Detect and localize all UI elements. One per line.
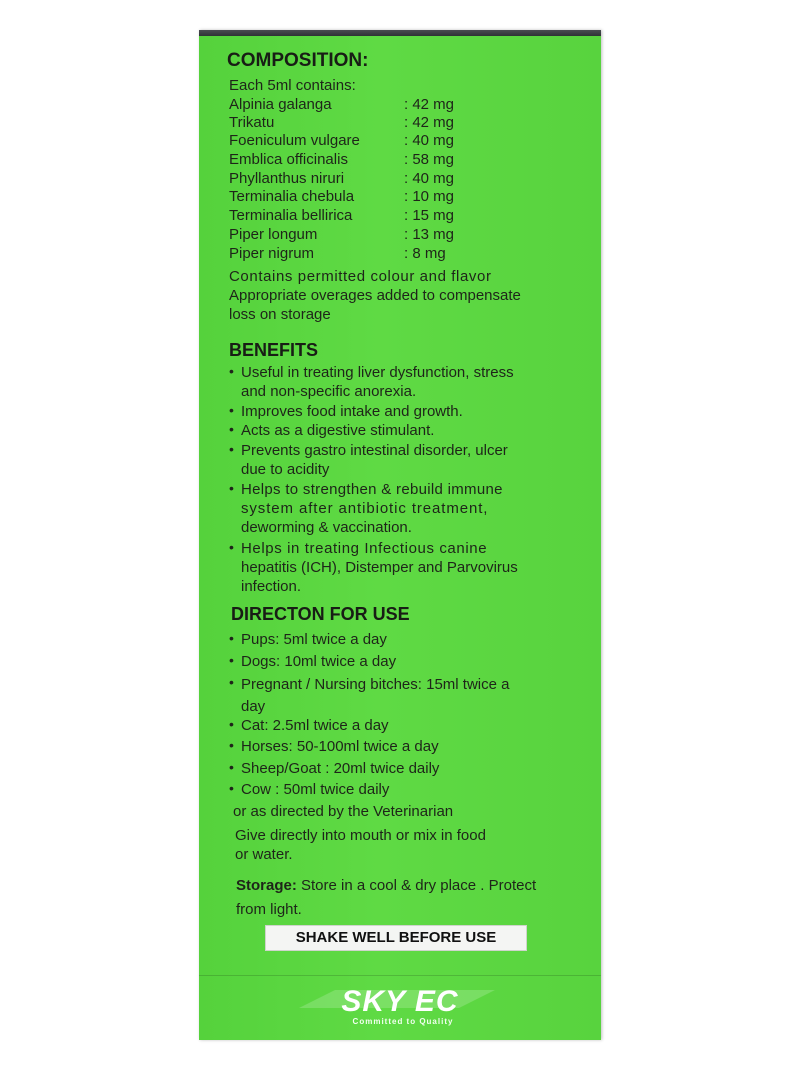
brand-logo <box>295 978 505 1028</box>
bullet-icon: • <box>229 402 234 418</box>
ingredient-name: Trikatu <box>229 114 275 131</box>
ingredient-name: Piper nigrum <box>229 245 315 262</box>
ingredient-dose: : 15 mg <box>404 207 455 224</box>
benefit-line: Helps to strengthen & rebuild immune <box>241 481 503 498</box>
skyec-logo-mark <box>295 978 505 1028</box>
box-top-edge <box>199 30 601 36</box>
direction-line: Cow : 50ml twice daily <box>241 781 390 798</box>
bullet-icon: • <box>229 716 234 732</box>
ingredient-dose: : 8 mg <box>404 245 446 262</box>
composition-note-line: Appropriate overages added to compensate <box>229 287 521 304</box>
ingredient-dose: : 40 mg <box>404 132 455 149</box>
direction-line: Dogs: 10ml twice a day <box>241 653 397 670</box>
storage-label: Storage: <box>236 877 297 894</box>
give-directly-line: Give directly into mouth or mix in food <box>235 827 486 844</box>
logo-tagline: Committed to Quality <box>352 1017 454 1026</box>
direction-after-note: or as directed by the Veterinarian <box>233 803 454 820</box>
direction-line: Cat: 2.5ml twice a day <box>241 717 389 734</box>
shake-well-label: SHAKE WELL BEFORE USE <box>265 925 527 951</box>
composition-intro: Each 5ml contains: <box>229 77 356 94</box>
bullet-icon: • <box>229 780 234 796</box>
ingredient-dose: : 10 mg <box>404 188 455 205</box>
bullet-icon: • <box>229 737 234 753</box>
bullet-icon: • <box>229 652 234 668</box>
benefit-line: deworming & vaccination. <box>241 519 412 536</box>
bullet-icon: • <box>229 674 234 690</box>
benefit-line: hepatitis (ICH), Distemper and Parvovirus <box>241 559 518 576</box>
benefit-item <box>229 363 569 401</box>
logo-wordmark: SKY EC <box>341 985 459 1018</box>
direction-line: Sheep/Goat : 20ml twice daily <box>241 760 440 777</box>
box-fold-line <box>199 975 601 976</box>
ingredient-name: Foeniculum vulgare <box>229 132 360 149</box>
ingredient-dose: : 40 mg <box>404 170 455 187</box>
benefit-line: Improves food intake and growth. <box>241 403 463 420</box>
product-box-side-panel <box>199 30 601 1040</box>
benefit-line: system after antibiotic treatment, <box>241 500 489 517</box>
direction-heading: DIRECTON FOR USE <box>231 604 410 624</box>
bullet-icon: • <box>229 441 234 457</box>
storage-line: Store in a cool & dry place . Protect <box>296 877 537 894</box>
storage-text <box>236 877 536 894</box>
ingredient-dose: : 42 mg <box>404 114 455 131</box>
benefit-line: due to acidity <box>241 461 330 478</box>
benefit-line: Acts as a digestive stimulant. <box>241 422 435 439</box>
direction-line: day <box>241 698 266 715</box>
ingredient-name: Terminalia chebula <box>229 188 355 205</box>
ingredient-name: Terminalia bellirica <box>229 207 353 224</box>
benefit-line: Helps in treating Infectious canine <box>241 540 488 557</box>
ingredient-dose: : 13 mg <box>404 226 455 243</box>
bullet-icon: • <box>229 421 234 437</box>
ingredient-name: Piper longum <box>229 226 318 243</box>
benefit-line: and non-specific anorexia. <box>241 383 417 400</box>
ingredient-dose: : 42 mg <box>404 96 455 113</box>
benefits-heading: BENEFITS <box>229 340 319 360</box>
bullet-icon: • <box>229 480 234 496</box>
direction-line: Pregnant / Nursing bitches: 15ml twice a <box>241 676 510 693</box>
bullet-icon: • <box>229 630 234 646</box>
direction-line: Pups: 5ml twice a day <box>241 631 387 648</box>
bullet-icon: • <box>229 539 234 555</box>
ingredient-name: Phyllanthus niruri <box>229 170 345 187</box>
give-directly-line: or water. <box>235 846 293 863</box>
bullet-icon: • <box>229 363 234 379</box>
direction-line: Horses: 50-100ml twice a day <box>241 738 439 755</box>
storage-line: from light. <box>236 901 302 918</box>
composition-note-line: loss on storage <box>229 306 331 323</box>
composition-note-line: Contains permitted colour and flavor <box>229 268 492 285</box>
benefit-line: Useful in treating liver dysfunction, stress <box>241 364 514 381</box>
ingredient-name: Alpinia galanga <box>229 96 332 113</box>
benefit-line: Prevents gastro intestinal disorder, ulcer <box>241 442 508 459</box>
benefit-line: infection. <box>241 578 302 595</box>
bullet-icon: • <box>229 759 234 775</box>
ingredient-dose: : 58 mg <box>404 151 455 168</box>
composition-heading: COMPOSITION: <box>227 50 369 71</box>
ingredient-name: Emblica officinalis <box>229 151 348 168</box>
